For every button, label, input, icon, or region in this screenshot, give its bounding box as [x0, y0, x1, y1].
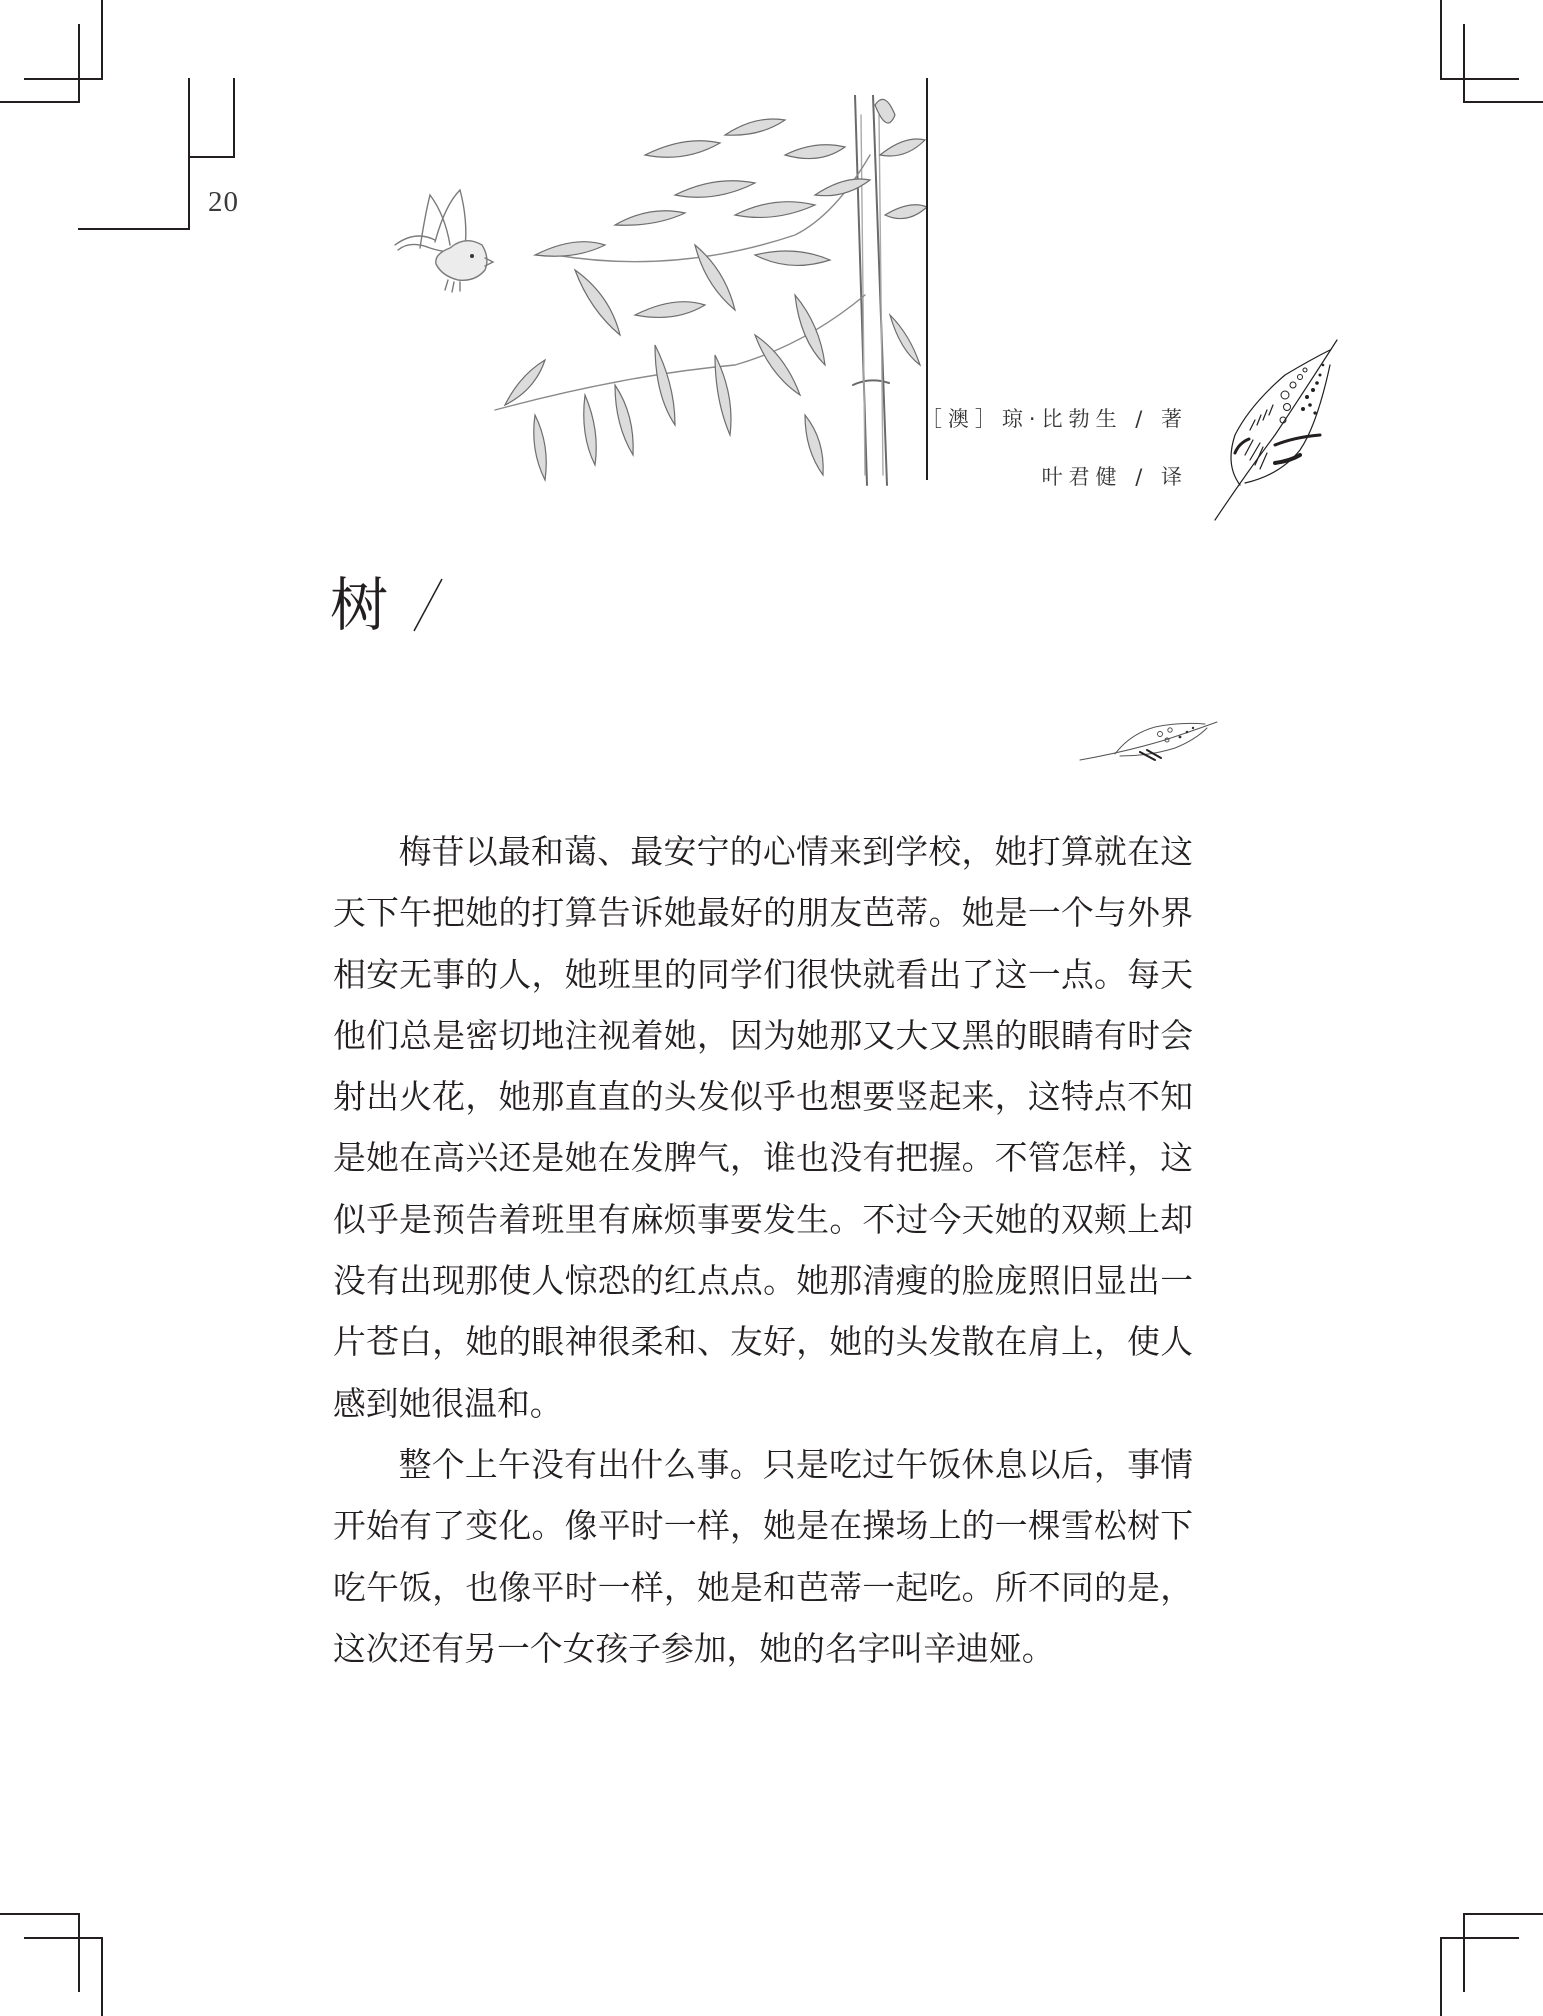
- crop-mark-bl-h1: [0, 1913, 79, 1915]
- credits: [921, 390, 1188, 506]
- article-title: 树: [330, 571, 389, 639]
- page-bracket-v: [188, 78, 190, 230]
- paragraph-1: 梅苷以最和蔼、最安宁的心情来到学校，她打算就在这天下午把她的打算告诉她最好的朋友芭蒂。她是一个与外界相安无事的人，她班里的同学们很快就看出了这一点。每天他们总是密切地注视着她，因为她那又大又黑的眼睛有时会射出火花，她那直直的头发似乎也想要竖起来，这特点不知是她在高兴还是她在发脾气，谁也没有把握。不管怎样，这似乎是预告着班里有麻烦事要发生。不过今天她的双颊上却没有出现那使人惊恐的红点点。她那清瘦的脸庞照旧显出一片苍白，她的眼神很柔和、友好，她的头发散在肩上，使人感到她很温和。: [333, 833, 1193, 1423]
- article-heading: [330, 565, 448, 645]
- page-bracket-h-bottom: [78, 228, 190, 230]
- page-bracket-v-short: [233, 78, 235, 158]
- crop-mark-bl-h2: [24, 1937, 103, 1939]
- crop-mark-tl-v2: [78, 24, 80, 103]
- title-slash-icon: [408, 575, 448, 635]
- crop-mark-tr-v2: [1463, 24, 1465, 103]
- translator-credit: 叶君健 / 译: [1041, 465, 1188, 489]
- feather-icon-small: [1075, 712, 1220, 768]
- article-body: [333, 822, 1193, 1680]
- crop-mark-br-h1: [1463, 1913, 1543, 1915]
- crop-mark-bl-v1: [78, 1913, 80, 1992]
- crop-mark-tr-v1: [1440, 0, 1442, 79]
- crop-mark-bl-v2: [101, 1937, 103, 2016]
- crop-mark-tr-h1: [1440, 78, 1519, 80]
- crop-mark-br-h2: [1440, 1937, 1519, 1939]
- page-number: 20: [208, 186, 239, 218]
- paragraph-2: 整个上午没有出什么事。只是吃过午饭休息以后，事情开始有了变化。像平时一样，她是在操场上的一棵雪松树下吃午饭，也像平时一样，她是和芭蒂一起吃。所不同的是，这次还有另一个女孩子参加，她的名字叫辛迪娅。: [333, 1445, 1193, 1668]
- crop-mark-tl-h1: [24, 78, 103, 80]
- author-credit: ［澳］琼·比勃生 / 著: [920, 407, 1188, 431]
- page-bracket-h-top: [188, 156, 235, 158]
- crop-mark-tl-h2: [0, 101, 79, 103]
- feather-icon-large: [1205, 335, 1340, 525]
- bird-bamboo-illustration: [375, 95, 930, 515]
- crop-mark-br-v1: [1463, 1913, 1465, 1992]
- crop-mark-tr-h2: [1463, 101, 1543, 103]
- bird-icon: [395, 190, 493, 292]
- crop-mark-tl-v1: [101, 0, 103, 79]
- crop-mark-br-v2: [1440, 1937, 1442, 2016]
